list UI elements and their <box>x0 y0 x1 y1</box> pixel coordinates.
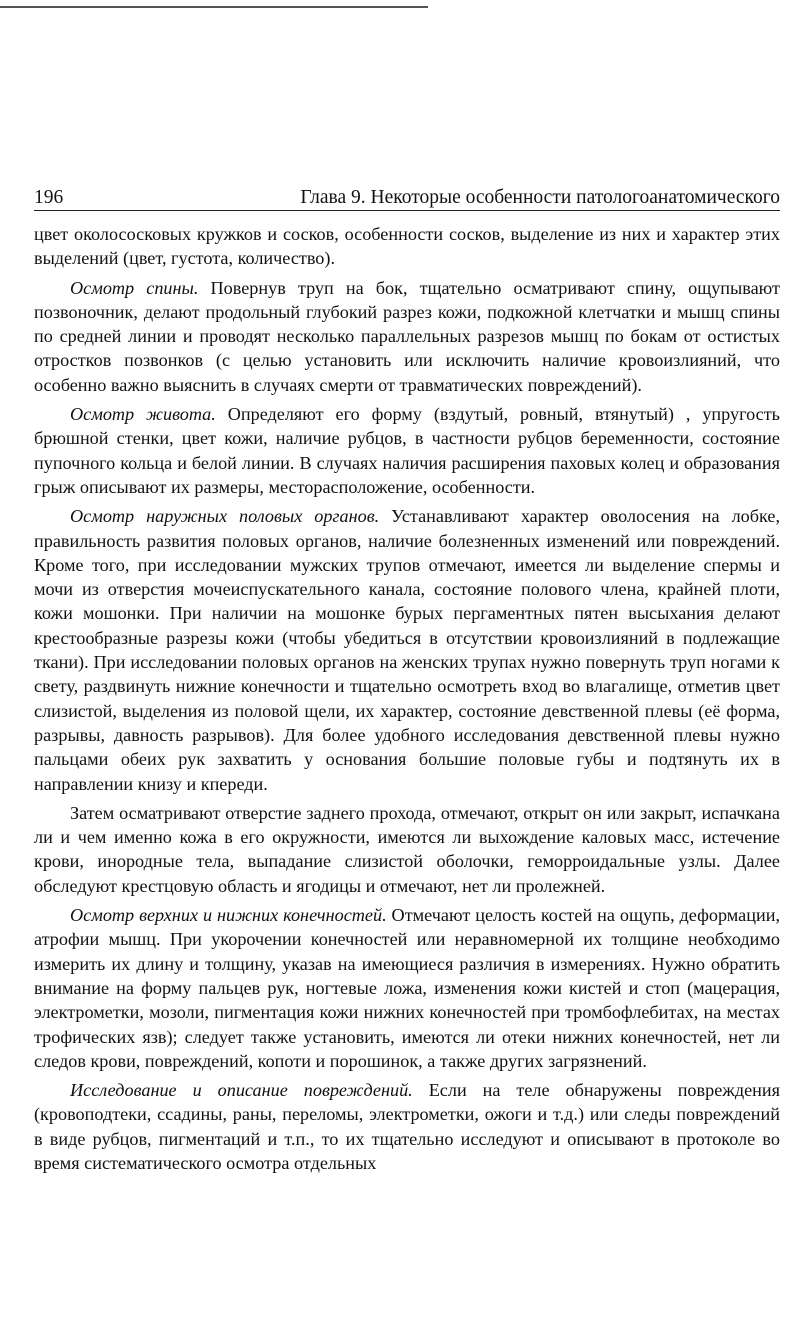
paragraph-breast-continued <box>34 222 780 271</box>
paragraph-text: Повернув труп на бок, тщательно осматривают спину, ощупывают позвоночник, делают продольный глубокий разрез кожи, подкожной клетчатки и мышц спины по средней линии и проводят несколько параллельных разрезов мышц по бокам от остистых отростков позвонков (с целью установить или исключить наличие кровоизлияний, что особенно важно выяснить в случаях смерти от травматических повреждений). <box>34 277 780 395</box>
paragraph-text: Определяют его форму (вздутый, ровный, втянутый) , упругость брюшной стенки, цвет кожи, наличие рубцов, в частности рубцов беременности, состояние пупочного кольца и белой линии. В случаях наличия расширения паховых колец и образования грыж описывают их размеры, месторасположение, особенности. <box>34 404 780 497</box>
paragraph-lead-injuries: Исследование и описание повреждений. <box>70 1080 413 1101</box>
paragraph-abdomen-exam <box>34 402 780 499</box>
header-rule <box>34 210 780 211</box>
paragraph-lead-abdomen: Осмотр живота. <box>70 404 216 425</box>
scan-edge-line <box>0 6 428 8</box>
page-number: 196 <box>34 187 64 208</box>
paragraph-limbs-exam <box>34 903 780 1073</box>
paragraph-text: Если на теле обнаружены повреждения (кровоподтеки, ссадины, раны, переломы, электрометки, ожоги и т.д.) или следы повреждений в виде рубцов, пигментаций и т.п., то их тщательно исследуют и описывают в протоколе во время систематического осмотра отдельных <box>34 1080 781 1173</box>
paragraph-text: Затем осматривают отверстие заднего прохода, отмечают, открыт он или закрыт, испачкана ли и чем именно кожа в его окружности, имеются ли выхождение каловых масс, истечение крови, инородные тела, выпадание слизистой оболочки, геморроидальные узлы. Далее обследуют крестцовую область и ягодицы и отмечают, нет ли пролежней. <box>34 802 780 896</box>
paragraph-genitals-exam <box>34 504 780 796</box>
paragraph-back-exam <box>34 276 780 397</box>
paragraph-text: Устанавливают характер оволосения на лобке, правильность развития половых органов, наличие болезненных изменений или повреждений. Кроме того, при исследовании мужских трупов отмечают, имеется ли выделение спермы и мочи из отверстия мочеиспускательного канала, состояние полового члена, крайней плоти, кожи мошонки. При наличии на мошонке бурых пергаментных пятен высыхания делают крестообразные разрезы кожи (чтобы убедиться в отсутствии кровоизлияний в подлежащие ткани). При исследовании половых органов на женских трупах нужно повернуть труп ногами к свету, раздвинуть нижние конечности и тщательно осмотреть вход во влагалище, отметив цвет слизистой, выделения из половой щели, их характер, состояние девственной плевы (её форма, разрывы, давность разрывов). Для более удобного исследования девственной плевы нужно пальцами обеих рук захватить у основания большие половые губы и подтянуть их в направлении книзу и кпереди. <box>34 506 781 794</box>
paragraph-lead-limbs: Осмотр верхних и нижних конечностей. <box>70 905 387 926</box>
paragraph-text: Отмечают целость костей на ощупь, деформации, атрофии мышц. При укорочении конечностей или неравномерной их толщине необходимо измерить их длину и толщину, указав на имеющиеся различия в измерениях. Нужно обратить внимание на форму пальцев рук, ногтевые ложа, изменения кожи кистей и стоп (мацерация, электрометки, мозоли, пигментация кожи нижних конечностей при тромбофлебитах, на местах трофических язв); следует также установить, имеются ли отеки нижних конечностей, нет ли следов крови, повреждений, копоти и порошинок, а также других загрязнений. <box>34 905 780 1071</box>
body-text <box>34 222 780 1180</box>
paragraph-lead-back: Осмотр спины. <box>70 277 199 298</box>
paragraph-lead-genitals: Осмотр наружных половых органов. <box>70 506 380 527</box>
chapter-title: Глава 9. Некоторые особенности патологоанатомического <box>300 187 780 208</box>
paragraph-injuries-exam <box>34 1078 780 1175</box>
paragraph-anus-exam <box>34 801 780 898</box>
paragraph-text: цвет околососковых кружков и сосков, особенности сосков, выделение из них и характер этих выделений (цвет, густота, количество). <box>34 224 780 269</box>
